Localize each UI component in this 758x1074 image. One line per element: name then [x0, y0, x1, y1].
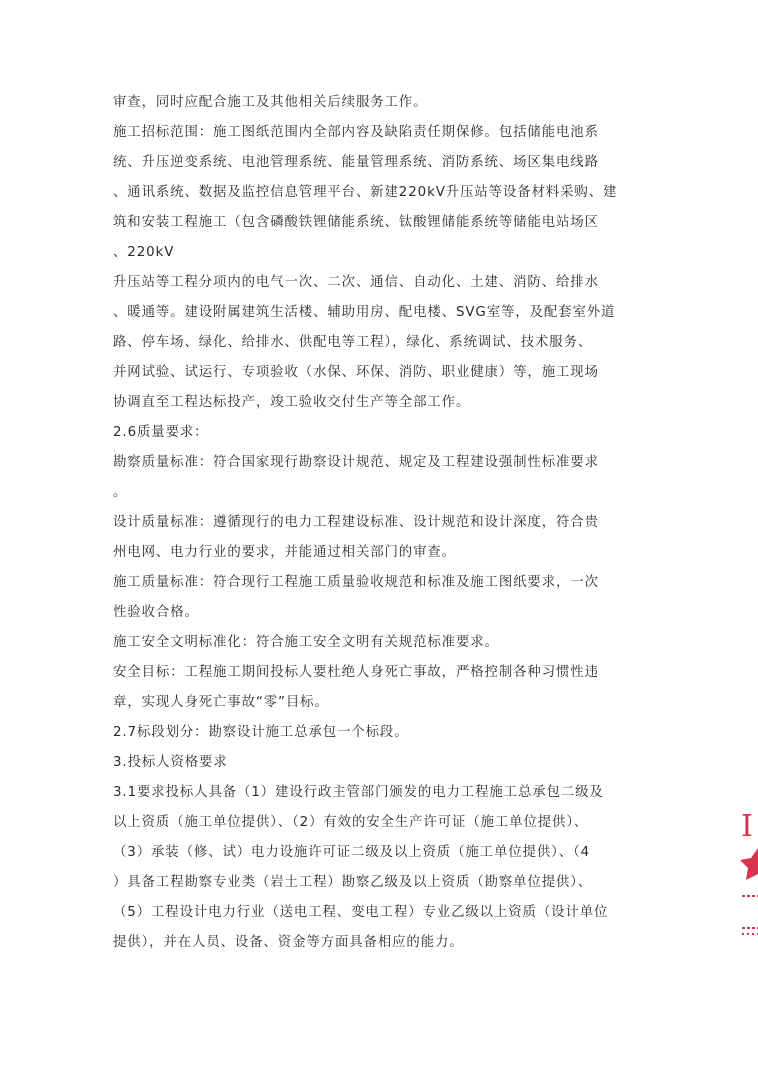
text-line: 并网试验、试运行、专项验收（水保、环保、消防、职业健康）等，施工现场	[113, 365, 599, 380]
text-line: 3.1要求投标人具备（1）建设行政主管部门颁发的电力工程施工总承包二级及	[113, 785, 604, 800]
text-line: （5）工程设计电力行业（送电工程、变电工程）专业乙级以上资质（设计单位	[113, 905, 609, 920]
text-line: 章，实现人身死亡事故“零”目标。	[113, 695, 329, 710]
text-line: 、暖通等。建设附属建筑生活楼、辅助用房、配电楼、SVG室等，及配套室外道	[113, 305, 616, 320]
text-line: 、220kV	[113, 245, 175, 260]
text-line: ）具备工程勘察专业类（岩土工程）勘察乙级及以上资质（勘察单位提供）、	[113, 875, 593, 890]
stamp-letter: I	[741, 809, 753, 844]
text-line: 州电网、电力行业的要求，并能通过相关部门的审查。	[113, 545, 456, 560]
text-line: 协调直至工程达标投产，竣工验收交付生产等全部工作。	[113, 395, 471, 410]
text-line: 。	[113, 485, 128, 500]
red-stamp-fragment	[738, 800, 758, 940]
text-line: 安全目标：工程施工期间投标人要杜绝人身死亡事故，严格控制各种习惯性违	[113, 665, 599, 680]
text-line: 统、升压逆变系统、电池管理系统、能量管理系统、消防系统、场区集电线路	[113, 155, 599, 170]
text-line: 以上资质（施工单位提供）、（2）有效的安全生产许可证（施工单位提供）、	[113, 815, 589, 830]
text-line: 设计质量标准：遵循现行的电力工程建设标准、设计规范和设计深度，符合贵	[113, 515, 599, 530]
text-line: 提供），并在人员、设备、资金等方面具备相应的能力。	[113, 935, 464, 950]
section-heading: 2.6质量要求：	[113, 425, 209, 440]
text-line: 施工招标范围：施工图纸范围内全部内容及缺陷责任期保修。包括储能电池系	[113, 125, 599, 140]
text-line: 、通讯系统、数据及监控信息管理平台、新建220kV升压站等设备材料采购、建	[113, 185, 618, 200]
text-line: 施工质量标准：符合现行工程施工质量验收规范和标准及施工图纸要求，一次	[113, 575, 599, 590]
text-line: 升压站等工程分项内的电气一次、二次、通信、自动化、土建、消防、给排水	[113, 275, 599, 290]
text-line: 勘察质量标准：符合国家现行勘察设计规范、规定及工程建设强制性标准要求	[113, 455, 599, 470]
text-line: 路、停车场、绿化、给排水、供配电等工程），绿化、系统调试、技术服务、	[113, 335, 593, 350]
text-line: （3）承装（修、试）电力设施许可证二级及以上资质（施工单位提供）、（4	[113, 845, 591, 860]
document-body	[113, 88, 653, 958]
section-heading: 3.投标人资格要求	[113, 755, 228, 770]
text-line: 性验收合格。	[113, 605, 199, 620]
text-line: 筑和安装工程施工（包含磷酸铁锂储能系统、钛酸锂储能系统等储能电站场区	[113, 215, 599, 230]
star-icon	[740, 848, 758, 880]
text-line: 审查，同时应配合施工及其他相关后续服务工作。	[113, 95, 428, 110]
text-line: 施工安全文明标准化：符合施工安全文明有关规范标准要求。	[113, 635, 499, 650]
section-heading: 2.7标段划分：勘察设计施工总承包一个标段。	[113, 725, 409, 740]
